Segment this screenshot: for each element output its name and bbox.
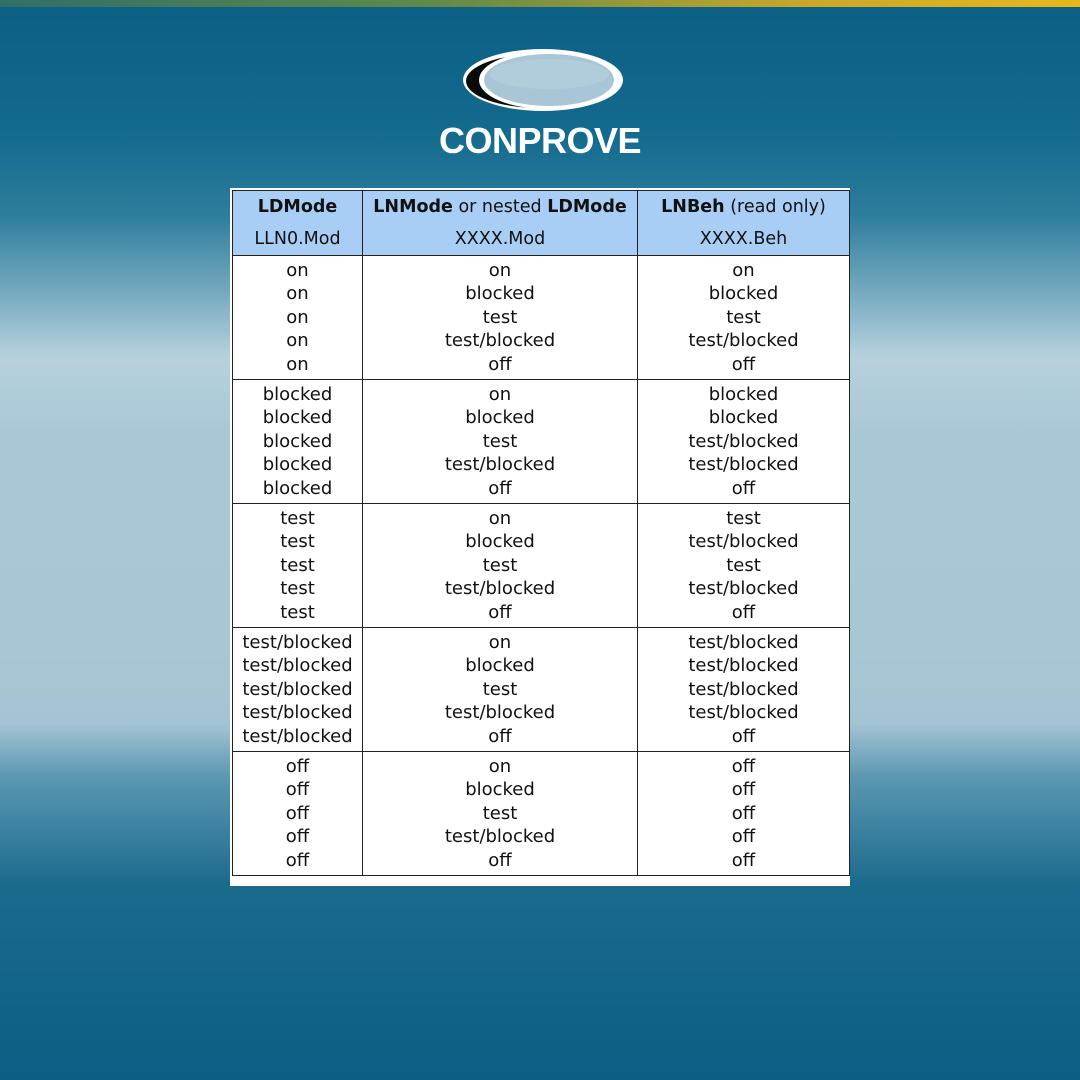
cell-value: test/blocked xyxy=(688,531,799,553)
cell-value: test/blocked xyxy=(688,430,799,452)
table-row xyxy=(233,380,850,504)
cell-value: blocked xyxy=(262,407,333,429)
header-lnbeh-sub: XXXX.Beh xyxy=(699,229,788,249)
cell-value: test/blocked xyxy=(242,655,353,677)
cell-value: off xyxy=(731,353,756,375)
cell-value: off xyxy=(488,725,512,747)
cell-value: test/blocked xyxy=(688,454,799,476)
cell-value: test/blocked xyxy=(242,631,353,653)
brand-name: CONPROVE xyxy=(438,120,642,161)
lnbeh-cell xyxy=(638,256,850,380)
cell-value: blocked xyxy=(465,655,535,677)
cell-value: test/blocked xyxy=(688,330,799,352)
table-row xyxy=(233,628,850,752)
header-lnbeh xyxy=(638,191,850,256)
conprove-ellipse-logo-icon xyxy=(455,44,625,116)
ldmode-cell xyxy=(233,628,363,752)
cell-value: test/blocked xyxy=(242,725,353,747)
cell-value: off xyxy=(488,353,512,375)
lnbeh-cell xyxy=(638,628,850,752)
cell-value: on xyxy=(488,259,512,281)
lnbeh-cell xyxy=(638,504,850,628)
cell-value: blocked xyxy=(262,383,333,405)
lnmode-cell xyxy=(363,628,638,752)
cell-value: test/blocked xyxy=(444,454,556,476)
cell-value: blocked xyxy=(262,430,333,452)
table-header-row xyxy=(233,191,850,256)
table-row xyxy=(233,504,850,628)
cell-value: off xyxy=(731,779,756,801)
cell-value: on xyxy=(488,631,512,653)
cell-value: test xyxy=(280,531,315,553)
cell-value: blocked xyxy=(708,383,779,405)
cell-value: on xyxy=(286,259,309,281)
cell-value: on xyxy=(286,306,309,328)
mode-behaviour-table xyxy=(232,190,850,876)
cell-value: off xyxy=(731,601,756,623)
header-lnmode-connector: or nested xyxy=(452,197,548,217)
table-row xyxy=(233,752,850,876)
cell-value: off xyxy=(731,849,756,871)
cell-value: test/blocked xyxy=(688,578,799,600)
cell-value: off xyxy=(285,826,310,848)
cell-value: blocked xyxy=(262,454,333,476)
cell-value: off xyxy=(285,779,310,801)
cell-value: on xyxy=(286,330,309,352)
cell-value: test/blocked xyxy=(444,330,556,352)
brand-logo xyxy=(0,44,1080,162)
cell-value: off xyxy=(731,477,756,499)
ldmode-cell xyxy=(233,504,363,628)
cell-value: test/blocked xyxy=(444,826,556,848)
lnmode-cell xyxy=(363,256,638,380)
cell-value: blocked xyxy=(465,407,535,429)
cell-value: off xyxy=(488,601,512,623)
cell-value: test xyxy=(726,507,761,529)
cell-value: test xyxy=(482,802,518,824)
cell-value: test/blocked xyxy=(688,678,799,700)
top-accent-strip xyxy=(0,0,1080,7)
cell-value: off xyxy=(731,725,756,747)
header-ldmode-sub: LLN0.Mod xyxy=(254,229,341,249)
cell-value: off xyxy=(731,802,756,824)
cell-value: test xyxy=(280,578,315,600)
header-lnmode xyxy=(363,191,638,256)
cell-value: test xyxy=(482,306,518,328)
cell-value: test xyxy=(280,601,315,623)
cell-value: blocked xyxy=(708,407,779,429)
cell-value: on xyxy=(286,353,309,375)
cell-value: test/blocked xyxy=(444,702,556,724)
cell-value: test xyxy=(280,507,315,529)
lnmode-cell xyxy=(363,504,638,628)
cell-value: off xyxy=(285,849,310,871)
cell-value: test xyxy=(482,554,518,576)
cell-value: test xyxy=(280,554,315,576)
mode-table-card xyxy=(230,188,850,886)
ldmode-cell xyxy=(233,380,363,504)
header-lnmode-title: LNMode xyxy=(373,197,453,217)
cell-value: test/blocked xyxy=(688,655,799,677)
cell-value: test/blocked xyxy=(688,702,799,724)
cell-value: on xyxy=(488,383,512,405)
lnmode-cell xyxy=(363,380,638,504)
cell-value: blocked xyxy=(465,779,535,801)
header-lnmode-sub: XXXX.Mod xyxy=(454,229,546,249)
header-lnmode-title-2: LDMode xyxy=(547,197,627,217)
cell-value: off xyxy=(488,477,512,499)
header-lnbeh-title: LNBeh xyxy=(661,197,725,217)
cell-value: on xyxy=(286,283,309,305)
cell-value: off xyxy=(731,755,756,777)
header-ldmode-title: LDMode xyxy=(257,197,338,217)
header-lnbeh-note: (read only) xyxy=(724,197,826,217)
cell-value: blocked xyxy=(708,283,779,305)
cell-value: off xyxy=(731,826,756,848)
cell-value: off xyxy=(488,849,512,871)
header-ldmode xyxy=(233,191,363,256)
cell-value: test xyxy=(726,554,761,576)
cell-value: test/blocked xyxy=(242,678,353,700)
cell-value: test xyxy=(482,678,518,700)
cell-value: blocked xyxy=(465,283,535,305)
cell-value: off xyxy=(285,802,310,824)
cell-value: test/blocked xyxy=(444,578,556,600)
cell-value: test/blocked xyxy=(242,702,353,724)
cell-value: on xyxy=(488,507,512,529)
lnbeh-cell xyxy=(638,380,850,504)
table-row xyxy=(233,256,850,380)
ldmode-cell xyxy=(233,256,363,380)
cell-value: test/blocked xyxy=(688,631,799,653)
lnmode-cell xyxy=(363,752,638,876)
cell-value: blocked xyxy=(262,477,333,499)
cell-value: test xyxy=(726,306,761,328)
cell-value: off xyxy=(285,755,310,777)
lnbeh-cell xyxy=(638,752,850,876)
ldmode-cell xyxy=(233,752,363,876)
cell-value: test xyxy=(482,430,518,452)
cell-value: blocked xyxy=(465,531,535,553)
cell-value: on xyxy=(488,755,512,777)
cell-value: on xyxy=(732,259,755,281)
